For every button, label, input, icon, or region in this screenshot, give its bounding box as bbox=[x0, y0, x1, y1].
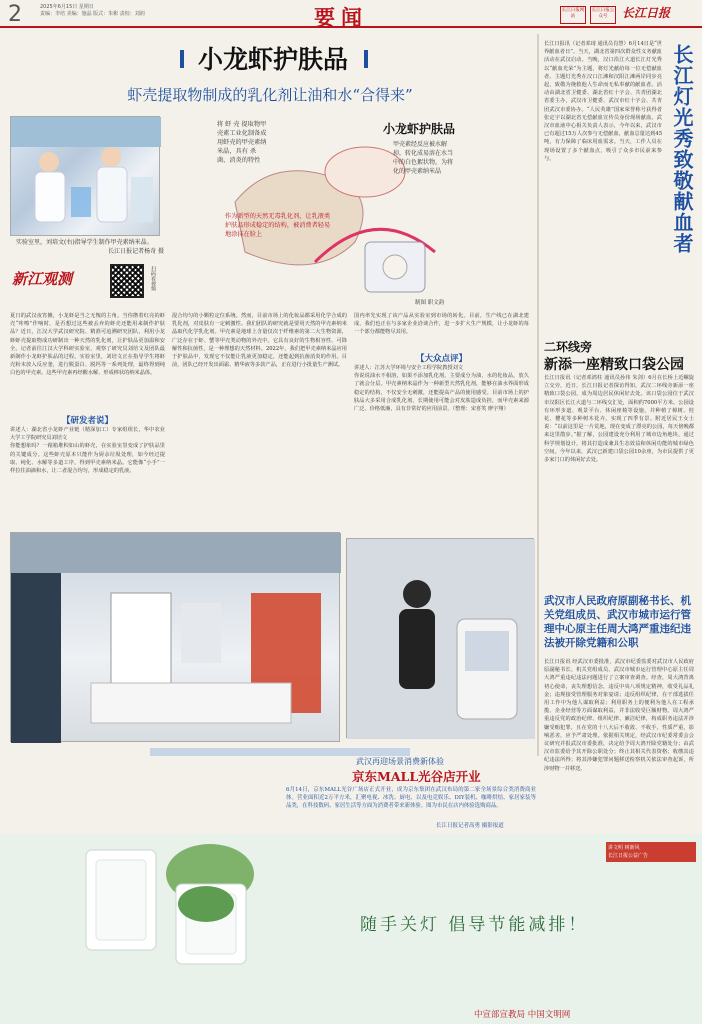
header-editors: 责编：李培 美编：施晶 版式：朱彬 责校：刘润 bbox=[40, 11, 145, 17]
research-column: 讲述人：湖北省小龙虾产业链（精深加工）专家组组长，华中农业大学工学院研究员刘培文 你能想象吗？一箱箱堆积如山的虾壳，在实验室里变成了护肤品里的关键成分。这些虾壳原本只能作为厨余垃圾处理，如今经过提取、纯化、水解等多道工序，得到甲壳素纳米晶。它能像“小手”一样拉住油滴和水，让二者混合均匀，形成稳定的乳液。 bbox=[10, 427, 165, 475]
wechat-badge[interactable]: 长江日报公众号 bbox=[590, 6, 616, 24]
light-show-article: 长江日报讯（记者邓琦 通讯员肖慧）6月14日是“世界献血者日”。当天，湖北省第四次群众性义务献血活动在武汉启动。当晚，汉口沿江大道长江灯光秀以“献血光荣”为主题，将灯光献给每一位无偿献血者。主题灯光秀在汉口江滩和汉阳江滩两岸同步亮起，致敬为挽救他人生命而无私奉献的献血者。活动由湖北省卫健委、湖北省红十字会、共青团湖北省委主办，武汉市卫健委、武汉市红十字会、共青团武汉市委协办。“人民英雄”国家荣誉称号获得者张定宇以湖北省无偿献血宣传员身份现场献血。武汉市血液中心相关负责人表示，今年以来，武汉市已有超过15万人次参与无偿献血，献血总量达到45吨，有力保障了临床用血需求。当天，工作人员在现场设置了多个献血点，吸引了众多市民前来参与。 bbox=[544, 41, 662, 162]
mall-kicker: 武汉再迎场景消费新体验 bbox=[356, 757, 444, 766]
park-kicker: 二环线旁 bbox=[544, 340, 593, 354]
lab-scene-illustration bbox=[11, 117, 161, 237]
lab-photo bbox=[10, 116, 160, 236]
mall-article: 6月14日，京东MALL光谷广场店正式开业，成为京东集团在武汉布局的第二家全场景综合类消费商业体。营业面积近2万平方米，汇聚电视、冰洗、厨电、以及电竞娱乐、DIY装机、咖啡烘焙、家居家装等品类，在科技数码、家居生活等方面为消费者带来新体验。图为市民在店内体验选购商品。 bbox=[286, 787, 536, 809]
column-divider bbox=[537, 34, 539, 756]
cartoon-illustration bbox=[165, 112, 455, 312]
mall-store-scene bbox=[11, 533, 341, 743]
mall-photo-left bbox=[10, 532, 340, 742]
cartoon-text-1: 将 虾 壳 提取物甲壳素工业化制备成用虾壳的甲壳素纳米晶，具有 杀 菌、消炎的特性 bbox=[217, 121, 267, 164]
park-article: 长江日报讯（记者邓鸿柱 通讯员孙伟 朱剑）6月在长桥上近螺旋立交旁，近日，长江日报记者探访得知，武汉二环线旁新添一座精致口袋公园，成为周边居民休闲好去处。该口袋公园位于武汉市汉阳区长江大道与二环线交汇处，面积约7000平方米。公园设有环形步道、观景平台、休闲座椅等设施，并种植了樟树、桂花、樱花等多种树木花卉，实现了四季有景。附近居民王女士说：“以前这里是一片荒地，现在变成了漂亮的公园，每天傍晚都来这里散步。”据了解，公园建设充分利用了城市边角地块，通过科学规划设计，将其打造成兼具生态效益和休闲功能的城市绿色空间。今年以来，武汉已新建口袋公园10余座，为市民提供了更多家门口的休闲好去处。 bbox=[544, 375, 694, 464]
switch-tree-illustration bbox=[0, 834, 702, 994]
lab-photo-caption: 实验室里，刘培文(右)指导学生制作甲壳素纳米晶。 bbox=[16, 239, 153, 246]
mall-headline: 京东MALL光谷店开业 bbox=[352, 769, 481, 784]
park-headline: 新添一座精致口袋公园 bbox=[544, 357, 684, 373]
qr-caption: 扫码看视频 bbox=[150, 266, 156, 291]
mall-photo-right bbox=[346, 538, 534, 738]
column-badge: 新江观测 bbox=[12, 270, 73, 288]
discipline-headline: 武汉市人民政府原副秘书长、机关党组成员、武汉市城市运行管理中心原主任周大鸿严重违纪违法被开除党籍和公职 bbox=[544, 595, 691, 649]
discipline-article: 长江日报讯 经武汉市委批准，武汉市纪委监委对武汉市人民政府原副秘书长、机关党组成员、武汉市城市运行管理中心原主任周大鸿严重违纪违法问题进行了立案审查调查。经查，周大鸿背离初心使命，丧失理想信念，违反中央八项规定精神，收受礼品礼金；违规接受管理服务对象宴请；违反组织纪律，在干部选拔任用工作中为他人谋取利益；利用职务上的便利为他人在工程承揽、企业经营等方面谋取利益，并非法收受巨额财物。周大鸿严重违反党的政治纪律、组织纪律、廉洁纪律，构成职务违法并涉嫌受贿犯罪，且在党的十八大后不收敛、不收手，性质严重，影响恶劣，应予严肃处理。依据相关规定，经武汉市纪委常委会会议研究并报武汉市委批准，决定给予周大鸿开除党籍处分；由武汉市监委给予其开除公职处分；终止其相关代表资格；收缴其违纪违法所得；将其涉嫌犯罪问题移送检察机关依法审查起诉，所涉财物一并移送。 bbox=[544, 659, 694, 772]
ad-corner-label: 讲文明 树新风 长江日报公益广告 bbox=[606, 842, 696, 862]
title-mark-right bbox=[364, 50, 368, 68]
mall-shopper-scene bbox=[347, 539, 535, 739]
header-meta bbox=[40, 4, 230, 18]
lab-photo-credit: 长江日报记者杨奇 摄 bbox=[108, 248, 164, 255]
page-number: 2 bbox=[8, 2, 22, 27]
public-review-column: 讲述人：江苏大学环境与安全工程学院教授刘文 你说说油水不相溶，如果不添加乳化剂，主要成分为油、水的化妆品，放久了就会分层。甲壳素纳米晶作为一种新型天然乳化剂，能够在油水界面形成稳定的结构，不仅安全无刺激，还能提高产品的使用感受。目前市场上的护肤品大多采用合成乳化剂，长期使用可能会对皮肤造成负担，而甲壳素来源广泛、价格低廉，具有非常好的应用前景。（整理：宋喜笑 廖宇翔） bbox=[354, 365, 529, 413]
lead-subtitle: 虾壳提取物制成的乳化剂让油和水“合得来” bbox=[127, 86, 413, 104]
research-header: 【研发者说】 bbox=[61, 416, 113, 426]
header-date: 2025年6月15日 星期日 bbox=[40, 4, 94, 10]
page-header bbox=[0, 0, 702, 28]
newspaper-logo: 长江日报 bbox=[622, 6, 671, 20]
title-mark-left bbox=[180, 50, 184, 68]
ad-sponsor-line: 中宣部宣教局 中国文明网 bbox=[474, 1010, 571, 1020]
cartoon-text-2: 甲壳素经反应被水解掉，转化成易溶在水当中的白色絮状物，为将化的甲壳素纳米晶 bbox=[393, 141, 454, 175]
public-service-ad bbox=[0, 834, 702, 1024]
lead-title: 小龙虾护肤品 bbox=[197, 45, 348, 74]
section-title: 要闻 bbox=[314, 5, 368, 30]
ad-slogan: 随手关灯 倡导节能减排！ bbox=[360, 915, 589, 935]
lead-column-1: 夏日的武汉夜宵摊，小龙虾是当之无愧的主角。当你撸着红亮的虾壳“咔嚓”作响时，是否想过这些被丢弃的虾壳还能用来制作护肤品？近日，江汉大学武汉研究院、精准可追溯研究团队，利用小龙虾虾壳提取物成功研制出一种天然的乳化剂，让护肤品更加温和安全。记者前往江汉大学科研实验室，观察了研究员刘培文及团队最新制作小龙虾护肤品的过程。实验室里，刘培文正在指导学生将虾壳粉末放入反应釜，进行脱蛋白、脱钙等一系列处理，最终得到纯白色的甲壳素。这些甲壳素再经酸水解，形成棒状的纳米晶体。 bbox=[10, 313, 165, 377]
public-review-header: 【大众点评】 bbox=[415, 354, 467, 364]
cartoon-credit: 制图 职文韵 bbox=[415, 300, 445, 306]
mall-credit: 长江日报记者高勇 摄影报道 bbox=[436, 823, 504, 829]
cartoon-title: 小龙虾护肤品 bbox=[383, 122, 456, 136]
lead-column-3: 国内率先实现了该产品从实验室到市场的转化。目前，生产线已在湖北建成，我们也正在与多家企业洽谈合作，进一步扩大生产规模，让小龙虾的每一个部分都能物尽其用。 bbox=[354, 313, 529, 336]
cartoon-text-3: 作为新型的天然无毒乳化剂，让乳液类护肤品形成稳定的结构，被消费者轻易地涂抹在脸上 bbox=[225, 213, 331, 238]
video-qr-code[interactable] bbox=[110, 264, 144, 298]
website-badge[interactable]: 长江日报网站 bbox=[560, 6, 586, 24]
lead-column-2: 混合均匀的小颗粒定位系统。然而，目前市场上的化妆品都采用化学合成的乳化剂，对皮肤有一定刺激性。我们团队的研究就是要用天然的甲壳素纳米晶取代化学乳化剂。甲壳素是地球上含量仅次于纤维素的第二大生物资源，广泛存在于虾、蟹等甲壳类动物的外壳中。它具有良好的生物相容性、可降解性和抗菌性，是一种理想的天然材料。2022年，我们把甲壳素纳米晶应用于护肤品中，发现它不仅能让乳液更加稳定，还能起到抗菌消炎的作用。目前，团队已经开发出面霜、精华液等多款产品，正在进行小批量生产测试。 bbox=[172, 313, 347, 369]
light-show-title: 长江灯光秀致敬献血者 bbox=[670, 44, 694, 254]
